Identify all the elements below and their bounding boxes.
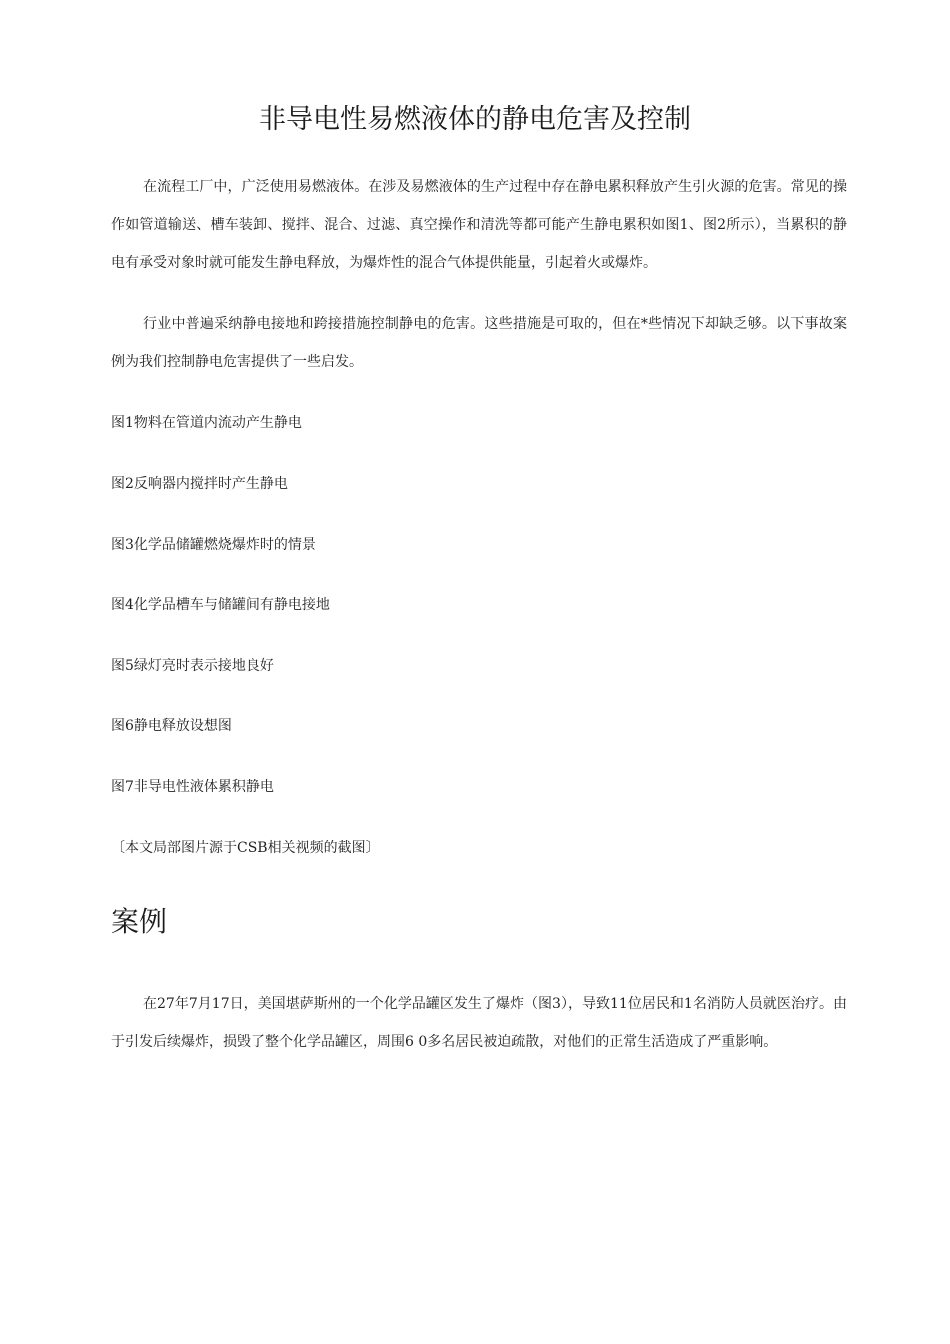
intro-paragraph-2: 行业中普遍采纳静电接地和跨接措施控制静电的危害。这些措施是可取的，但在*些情况下却缺乏够。以下事故案例为我们控制静电危害提供了一些启发。 — [111, 316, 847, 370]
figure-caption-4: 图4化学品槽车与储罐间有静电接地 — [111, 597, 330, 613]
figure-caption-3: 图3化学品储罐燃烧爆炸时的情景 — [111, 537, 316, 553]
figure-caption-6: 图6静电释放设想图 — [111, 718, 232, 734]
figure-caption-5: 图5绿灯亮时表示接地良好 — [111, 658, 274, 674]
figure-caption-2: 图2反响器内搅拌时产生静电 — [111, 476, 288, 492]
figure-caption-7: 图7非导电性液体累积静电 — [111, 779, 274, 795]
document-title: 非导电性易燃液体的静电危害及控制 — [259, 104, 691, 135]
figure-caption-1: 图1物料在管道内流动产生静电 — [111, 415, 302, 431]
section-heading: 案例 — [111, 905, 168, 938]
case-paragraph: 在27年7月17日，美国堪萨斯州的一个化学品罐区发生了爆炸（图3），导致11位居民和1名消防人员就医治疗。由于引发后续爆炸，损毁了整个化学品罐区，周围6 0多名居民被迫疏散，对他们的正常生活造成了严重影响。 — [111, 996, 847, 1050]
intro-paragraph-1: 在流程工厂中，广泛使用易燃液体。在涉及易燃液体的生产过程中存在静电累积释放产生引火源的危害。常见的操作如管道输送、槽车装卸、搅拌、混合、过滤、真空操作和清洗等都可能产生静电累积如图1、图2所示），当累积的静电有承受对象时就可能发生静电释放，为爆炸性的混合气体提供能量，引起着火或爆炸。 — [111, 179, 847, 271]
source-note: 〔本文局部图片源于CSB相关视频的截图〕 — [111, 840, 380, 856]
